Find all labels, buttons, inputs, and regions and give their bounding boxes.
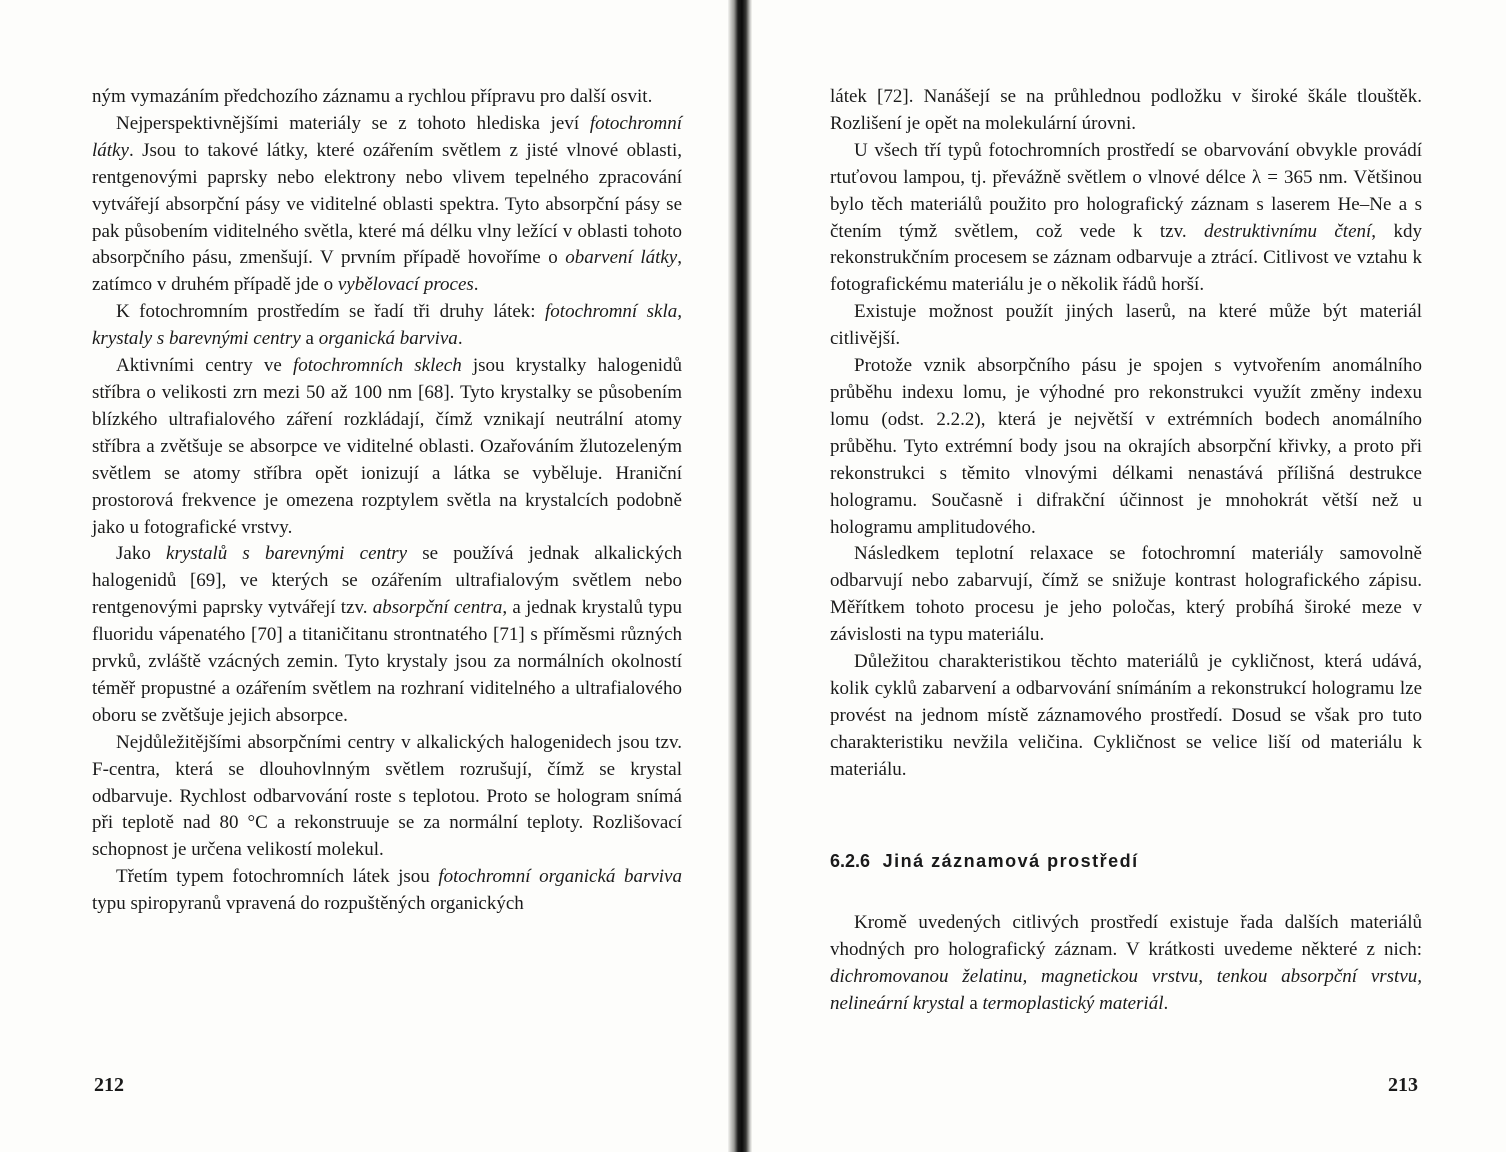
text-run: K fotochromním prostředím se řadí tři druhy látek: bbox=[116, 301, 546, 323]
text-run: . bbox=[473, 274, 479, 296]
text-run: Následkem teplotní relaxace se fotochromní materiály samovolně odbarvují nebo zabarvují, čímž se snižuje kontrast holografického zápisu. Měřítkem tohoto procesu je jeho poločas, který probíhá široké meze v závislosti na typu materiálu. bbox=[830, 543, 1422, 646]
section-title: Jiná záznamová prostředí bbox=[882, 851, 1139, 871]
right-page-text bbox=[830, 84, 1422, 784]
section-number: 6.2.6 bbox=[830, 851, 871, 871]
text-run: , zatímco v druhém případě jde o bbox=[92, 247, 682, 296]
left-paragraph bbox=[92, 84, 682, 111]
italic-term: fotochromní látky bbox=[92, 112, 682, 161]
section-text bbox=[830, 910, 1422, 1018]
right-paragraph bbox=[830, 138, 1422, 299]
right-paragraph bbox=[830, 541, 1422, 649]
left-paragraph bbox=[92, 353, 682, 541]
text-run: Jako bbox=[116, 543, 167, 565]
text-run: a bbox=[300, 328, 319, 350]
right-page-number: 213 bbox=[1388, 1074, 1418, 1096]
text-run: , a jednak krystalů typu fluoridu vápenatého [70] a titaničitanu strontnatého [71] s příměsmi různých prvků, zvláště vzácných zemin. Tyto krystaly jsou za normálních okolností téměř propustné a ozářením světlem na rozhraní viditelného a ultrafialového oboru se zvětšuje jejich absorpce. bbox=[92, 597, 682, 726]
text-run: Aktivními centry ve bbox=[116, 355, 293, 377]
left-page-text bbox=[92, 84, 682, 918]
text-run: Protože vznik absorpčního pásu je spojen s vytvořením anomálního průběhu indexu lomu, je výhodné pro rekonstrukci využít změny indexu lomu (odst. 2.2.2), která je největší v extrémních bodech anomálního průběhu. Tyto extrémní body jsou na okrajích absorpční křivky, a proto při rekonstrukci s těmito vlnovými délkami nenastává přílišná destrukce hologramu. Současně i difrakční účinnost je mnohokrát větší než u hologramu amplitudového. bbox=[830, 355, 1422, 538]
book-gutter bbox=[728, 0, 752, 1152]
italic-term: absorpční centra bbox=[372, 597, 503, 619]
text-run: Nejperspektivnějšími materiály se z tohoto hlediska jeví bbox=[116, 112, 590, 134]
right-paragraph bbox=[830, 649, 1422, 784]
left-paragraph bbox=[92, 864, 682, 918]
italic-term: vybělovací proces bbox=[337, 274, 474, 296]
italic-term: organická barviva bbox=[318, 328, 458, 350]
text-run: a bbox=[964, 992, 983, 1014]
text-run: Kromě uvedených citlivých prostředí existuje řada dalších materiálů vhodných pro holografický záznam. V krátkosti uvedeme některé z nich: bbox=[830, 912, 1422, 960]
section-heading bbox=[830, 851, 1139, 872]
italic-term: krystalů s barevnými centry bbox=[166, 543, 408, 565]
text-run: látek [72]. Nanášejí se na průhlednou podložku v široké škále tlouštěk. Rozlišení je opět na molekulární úrovni. bbox=[830, 86, 1422, 134]
text-run: Třetím typem fotochromních látek jsou bbox=[116, 866, 439, 888]
section-paragraph bbox=[830, 910, 1422, 1018]
italic-term: fotochromních sklech bbox=[292, 355, 462, 377]
text-run: U všech tří typů fotochromních prostředí se obarvování obvykle provádí rtuťovou lampou, tj. převážně světlem o vlnové délce λ = 365 nm. Většinou bylo těch materiálů použito pro holografický záznam s laserem He–Ne a s čtením týmž světlem, což vede k tzv. bbox=[830, 139, 1422, 242]
right-paragraph bbox=[830, 353, 1422, 541]
text-run: ným vymazáním předchozího záznamu a rychlou přípravu pro další osvit. bbox=[92, 86, 653, 107]
right-paragraph bbox=[830, 84, 1422, 138]
italic-term: dichromovanou želatinu, magnetickou vrstvu, tenkou absorpční vrstvu, nelineární krystal bbox=[830, 965, 1422, 1014]
left-paragraph bbox=[92, 730, 682, 865]
italic-term: obarvení látky bbox=[565, 247, 678, 269]
left-paragraph bbox=[92, 541, 682, 729]
right-paragraph bbox=[830, 299, 1422, 353]
text-run: Nejdůležitějšími absorpčními centry v alkalických halogenidech jsou tzv. F-centra, která se dlouhovlnným světlem rozrušují, čímž se krystal odbarvuje. Rychlost odbarvování roste s teplotou. Proto se hologram snímá při teplotě nad 80 °C a rekonstruuje se za normální teploty. Rozlišovací schopnost je určena velikostí molekul. bbox=[92, 731, 682, 861]
text-run: se používá jednak alkalických halogenidů [69], ve kterých se ozářením ultrafialovým světlem nebo rentgenovými paprsky vytvářejí tzv. bbox=[92, 543, 682, 619]
italic-term: termoplastický materiál bbox=[982, 992, 1164, 1014]
right-page bbox=[752, 0, 1506, 1152]
text-run: . bbox=[1163, 992, 1169, 1014]
italic-term: fotochromní skla, krystaly s barevnými centry bbox=[92, 301, 682, 350]
text-run: , kdy rekonstrukčním procesem se záznam odbarvuje a ztrácí. Citlivost ve vztahu k fotografickému materiálu je o několik řádů horší. bbox=[830, 220, 1422, 296]
text-run: jsou krystalky halogenidů stříbra o velikosti zrn mezi 50 až 100 nm [68]. Tyto krystalky se působením blízkého ultrafialového záření rozkládají, čímž vznikají neutrální atomy stříbra a zvětšuje se absorpce ve viditelné oblasti. Ozařováním žlutozeleným světlem se atomy stříbra opět ionizují a látka se vyběluje. Hraniční prostorová frekvence je omezena rozptylem světla na krystalcích podobně jako u fotografické vrstvy. bbox=[92, 355, 682, 538]
left-page-number: 212 bbox=[94, 1074, 124, 1096]
left-page bbox=[0, 0, 728, 1152]
text-run: . Jsou to takové látky, které ozářením světlem z jisté vlnové oblasti, rentgenovými paprsky nebo elektrony nebo vlivem tepelného zpracování vytvářejí absorpční pásy ve viditelné oblasti spektra. Tyto absorpční pásy se pak působením viditelného světla, které má délku vlny ležící v oblasti tohoto absorpčního pásu, zmenšují. V prvním případě hovoříme o bbox=[92, 139, 682, 269]
text-run: typu spiropyranů vpravená do rozpuštěných organických bbox=[92, 893, 524, 915]
text-run: . bbox=[457, 328, 463, 350]
left-paragraph bbox=[92, 111, 682, 299]
text-run: Existuje možnost použít jiných laserů, na které může být materiál citlivější. bbox=[830, 301, 1422, 350]
left-paragraph bbox=[92, 299, 682, 353]
italic-term: destruktivnímu čtení bbox=[1204, 220, 1372, 242]
italic-term: fotochromní organická barviva bbox=[438, 866, 682, 888]
text-run: Důležitou charakteristikou těchto materiálů je cykličnost, která udává, kolik cyklů zabarvení a odbarvování snímáním a rekonstrukcí hologramu lze provést na jednom místě záznamového prostředí. Dosud se však pro tuto charakteristiku nevžila veličina. Cykličnost se velice liší od materiálu k materiálu. bbox=[830, 651, 1422, 780]
